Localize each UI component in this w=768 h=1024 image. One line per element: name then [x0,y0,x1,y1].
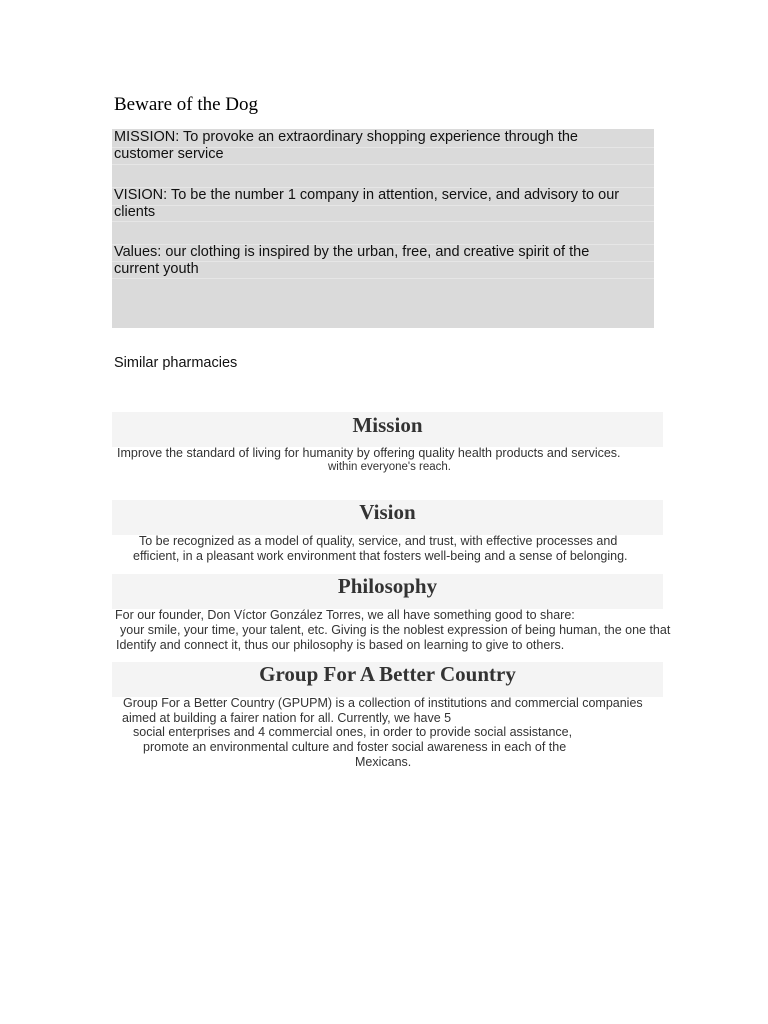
document-title: Beware of the Dog [114,94,259,115]
section-text-line: promote an environmental culture and foster social awareness in each of the [143,740,567,754]
statement-line: MISSION: To provoke an extraordinary shopping experience through the [114,129,578,145]
statements-block [112,129,654,328]
section-text-line: social enterprises and 4 commercial ones, in order to provide social assistance, [133,725,573,739]
section-heading-group: Group For A Better Country [112,662,663,697]
statement-line: Values: our clothing is inspired by the urban, free, and creative spirit of the [114,244,590,260]
divider [112,164,654,165]
section-text-line: Group For a Better Country (GPUPM) is a collection of institutions and commercial companies [123,696,643,710]
values-statement [114,244,650,278]
section-text-line: within everyone's reach. [328,461,452,473]
subheading: Similar pharmacies [114,355,238,371]
section-text-line: Identify and connect it, thus our philosophy is based on learning to give to others. [116,638,565,652]
statement-line: current youth [114,261,199,277]
section-text-line: For our founder, Don Víctor González Torres, we all have something good to share: [115,608,575,622]
section-text-line: your smile, your time, your talent, etc. Giving is the noblest expression of being human, the one that [120,623,671,637]
statement-line: clients [114,204,156,220]
section-heading-philosophy: Philosophy [112,574,663,609]
statement-line: VISION: To be the number 1 company in attention, service, and advisory to our [114,187,620,203]
vision-statement [114,187,650,221]
section-text-line: Mexicans. [355,755,412,769]
divider [112,221,654,222]
statement-line: customer service [114,146,224,162]
section-text-line: aimed at building a fairer nation for all. Currently, we have 5 [122,711,452,725]
section-heading-mission: Mission [112,412,663,447]
divider [112,278,654,279]
section-heading-vision: Vision [112,500,663,535]
section-text-line: Improve the standard of living for humanity by offering quality health products and services. [117,446,621,460]
mission-statement [114,129,650,163]
section-text-line: efficient, in a pleasant work environment that fosters well-being and a sense of belonging. [133,549,628,563]
section-text-line: To be recognized as a model of quality, service, and trust, with effective processes and [139,534,618,548]
